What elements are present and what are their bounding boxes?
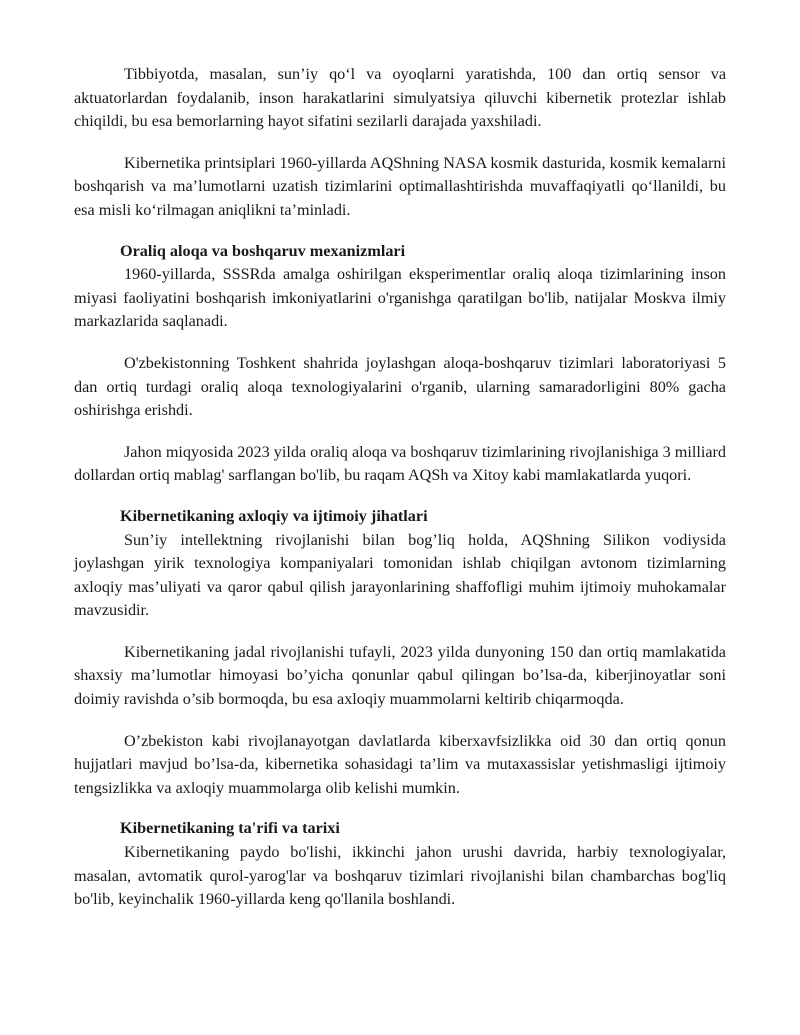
- paragraph-nasa-cybernetics: Kibernetika printsiplari 1960-yillarda AQShning NASA kosmik dasturida, kosmik kemalarni boshqarish va ma’lumotlarni uzatish tizimlarini optimallashtirishda muvaffaqiyatli qo‘llanildi, bu esa misli ko‘rilmagan aniqlikni ta’minladi.: [74, 153, 727, 219]
- paragraph-global-investment: Jahon miqyosida 2023 yilda oraliq aloqa va boshqaruv tizimlarining rivojlanishiga 3 milliard dollardan ortiq mablag' sarflangan bo'lib, bu raqam AQSh va Xitoy kabi mamlakatlarda yuqori.: [74, 442, 726, 485]
- document-page: [74, 63, 726, 912]
- section-heading-definition-history: Kibernetikaning ta'rifi va tarixi: [120, 819, 340, 838]
- paragraph-uzbekistan-cybersecurity: O’zbekiston kabi rivojlanayotgan davlatlarda kiberxavfsizlikka oid 30 dan ortiq qonun hujjatlari mavjud bo’lsa-da, kibernetika sohasidagi ta’lim va mutaxassislar yetishmasligi ijtimoiy tengsizlikka va axloqiy muammolarga olib kelishi mumkin.: [74, 731, 726, 797]
- section-heading-ethics: Kibernetikaning axloqiy va ijtimoiy jihatlari: [120, 506, 428, 525]
- paragraph-cybernetics-origin: Kibernetikaning paydo bo'lishi, ikkinchi jahon urushi davrida, harbiy texnologiyalar, masalan, avtomatik qurol-yarog'lar va boshqaruv tizimlari rivojlanishi bilan chambarchas bog'liq bo'lib, keyinchalik 1960-yillarda keng qo'llanila boshlandi.: [74, 843, 726, 909]
- paragraph-ussr-experiments: 1960-yillarda, SSSRda amalga oshirilgan eksperimentlar oraliq aloqa tizimlarining inson miyasi faoliyatini boshqarish imkoniyatlarini o'rganishga qaratilgan bo'lib, natijalar Moskva ilmiy markazlarida saqlanadi.: [74, 265, 726, 331]
- section-heading-intermediate-communication: Oraliq aloqa va boshqaruv mexanizmlari: [120, 241, 406, 260]
- paragraph-data-protection-laws: Kibernetikaning jadal rivojlanishi tufayli, 2023 yilda dunyoning 150 dan ortiq mamlakatida shaxsiy ma’lumotlar himoyasi bo’yicha qonunlar qabul qilingan bo’lsa-da, kiberjinoyatlar soni doimiy ravishda o’sib bormoqda, bu esa axloqiy muammolarni keltirib chiqarmoqda.: [74, 642, 726, 709]
- paragraph-medical-prosthetics: Tibbiyotda, masalan, sun’iy qo‘l va oyoqlarni yaratishda, 100 dan ortiq sensor va aktuatorlardan foydalanib, inson harakatlarini simulyatsiya qiluvchi kibernetik protezlar ishlab chiqildi, bu esa bemorlarning hayot sifatini sezilarli darajada yaxshiladi.: [74, 65, 726, 131]
- paragraph-silicon-valley-ethics: Sun’iy intellektning rivojlanishi bilan bog’liq holda, AQShning Silikon vodiysida joylashgan yirik texnologiya kompaniyalari tomonidan ishlab chiqilgan avtonom tizimlarning axloqiy mas’uliyati va qaror qabul qilish jarayonlarining shaffofligi muhim ijtimoiy muhokamalar mavzusidir.: [74, 530, 726, 620]
- paragraph-tashkent-laboratory: O'zbekistonning Toshkent shahrida joylashgan aloqa-boshqaruv tizimlari laboratoriyasi 5 dan ortiq turdagi oraliq aloqa texnologiyalarini o'rganib, ularning samaradorligini 80% gacha oshirishga erishdi.: [74, 353, 726, 420]
